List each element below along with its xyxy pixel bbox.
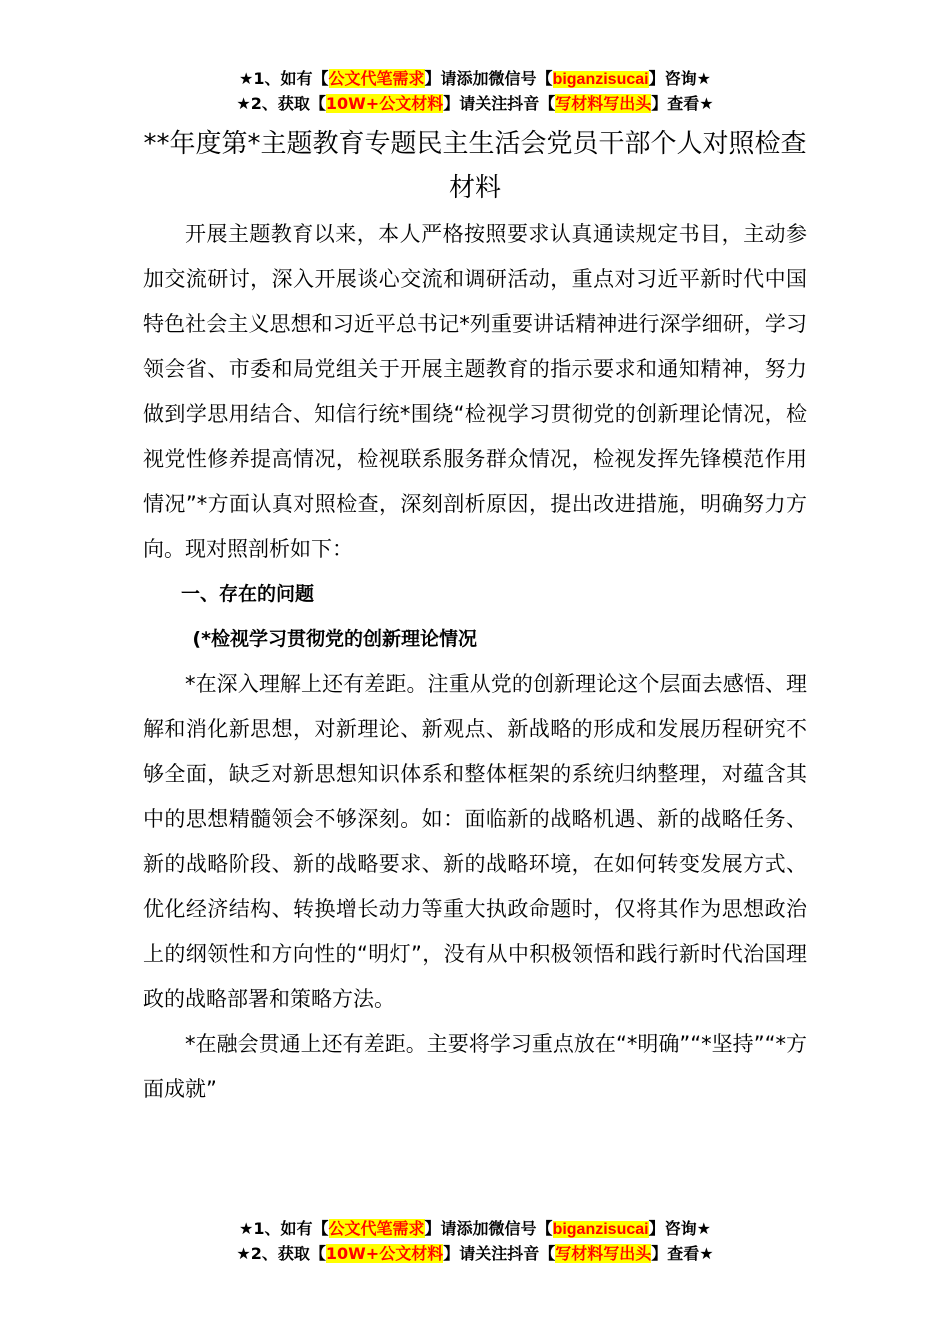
promo-text: 】查看★ [651,1244,714,1263]
section-heading: 一、存在的问题 [181,583,315,605]
body-paragraph: *在融会贯通上还有差距。主要将学习重点放在“*明确”“*坚持”“*方面成就” [143,1032,807,1101]
promo-line-2 [0,1242,950,1266]
promo-highlight: 公文代笔需求 [328,1219,425,1238]
promo-highlight: 公文代笔需求 [328,69,425,88]
header-promo-banner [0,67,950,116]
document-body [143,212,807,1112]
promo-text: 】查看★ [651,94,714,113]
promo-text: 】请关注抖音【 [443,1244,556,1263]
promo-text: 】咨询★ [648,1219,711,1238]
promo-text: ★1、如有【 [239,1219,329,1238]
promo-line-2 [0,92,950,116]
douyin-highlight: 写材料写出头 [555,1244,652,1263]
promo-line-1 [0,1217,950,1242]
douyin-highlight: 写材料写出头 [555,94,652,113]
promo-text: 】请添加微信号【 [424,1219,553,1238]
wechat-id-highlight: biganzisucai [552,71,649,88]
footer-promo-banner [0,1217,950,1266]
subsection-heading: (*检视学习贯彻党的创新理论情况 [192,628,478,650]
document-title: **年度第*主题教育专题民主生活会党员干部个人对照检查材料 [143,129,807,203]
promo-highlight: 10W+公文材料 [325,1244,444,1263]
body-paragraph: *在深入理解上还有差距。注重从党的创新理论这个层面去感悟、理解和消化新思想，对新理论、新观点、新战略的形成和发展历程研究不够全面，缺乏对新思想知识体系和整体框架的系统归纳整理，对蕴含其中的思想精髓领会不够深刻。如：面临新的战略机遇、新的战略任务、新的战略阶段、新的战略要求、新的战略环境，在如何转变发展方式、优化经济结构、转换增长动力等重大执政命题时，仅将其作为思想政治上的纲领性和方向性的“明灯”，没有从中积极领悟和践行新时代治国理政的战略部署和策略方法。 [143,672,807,1011]
promo-text: 】请关注抖音【 [443,94,556,113]
promo-text: ★1、如有【 [239,69,329,88]
promo-text: ★2、获取【 [236,94,326,113]
promo-text: 】请添加微信号【 [424,69,553,88]
promo-text: 】咨询★ [648,69,711,88]
intro-paragraph: 开展主题教育以来，本人严格按照要求认真通读规定书目，主动参加交流研讨，深入开展谈心交流和调研活动，重点对习近平新时代中国特色社会主义思想和习近平总书记*列重要讲话精神进行深学细研，学习领会省、市委和局党组关于开展主题教育的指示要求和通知精神，努力做到学思用结合、知信行统*围绕“检视学习贯彻党的创新理论情况，检视党性修养提高情况，检视联系服务群众情况，检视发挥先锋模范作用情况”*方面认真对照检查，深刻剖析原因，提出改进措施，明确努力方向。现对照剖析如下： [143,222,807,561]
wechat-id-highlight: biganzisucai [552,1221,649,1238]
promo-highlight: 10W+公文材料 [325,94,444,113]
promo-text: ★2、获取【 [236,1244,326,1263]
promo-line-1 [0,67,950,92]
